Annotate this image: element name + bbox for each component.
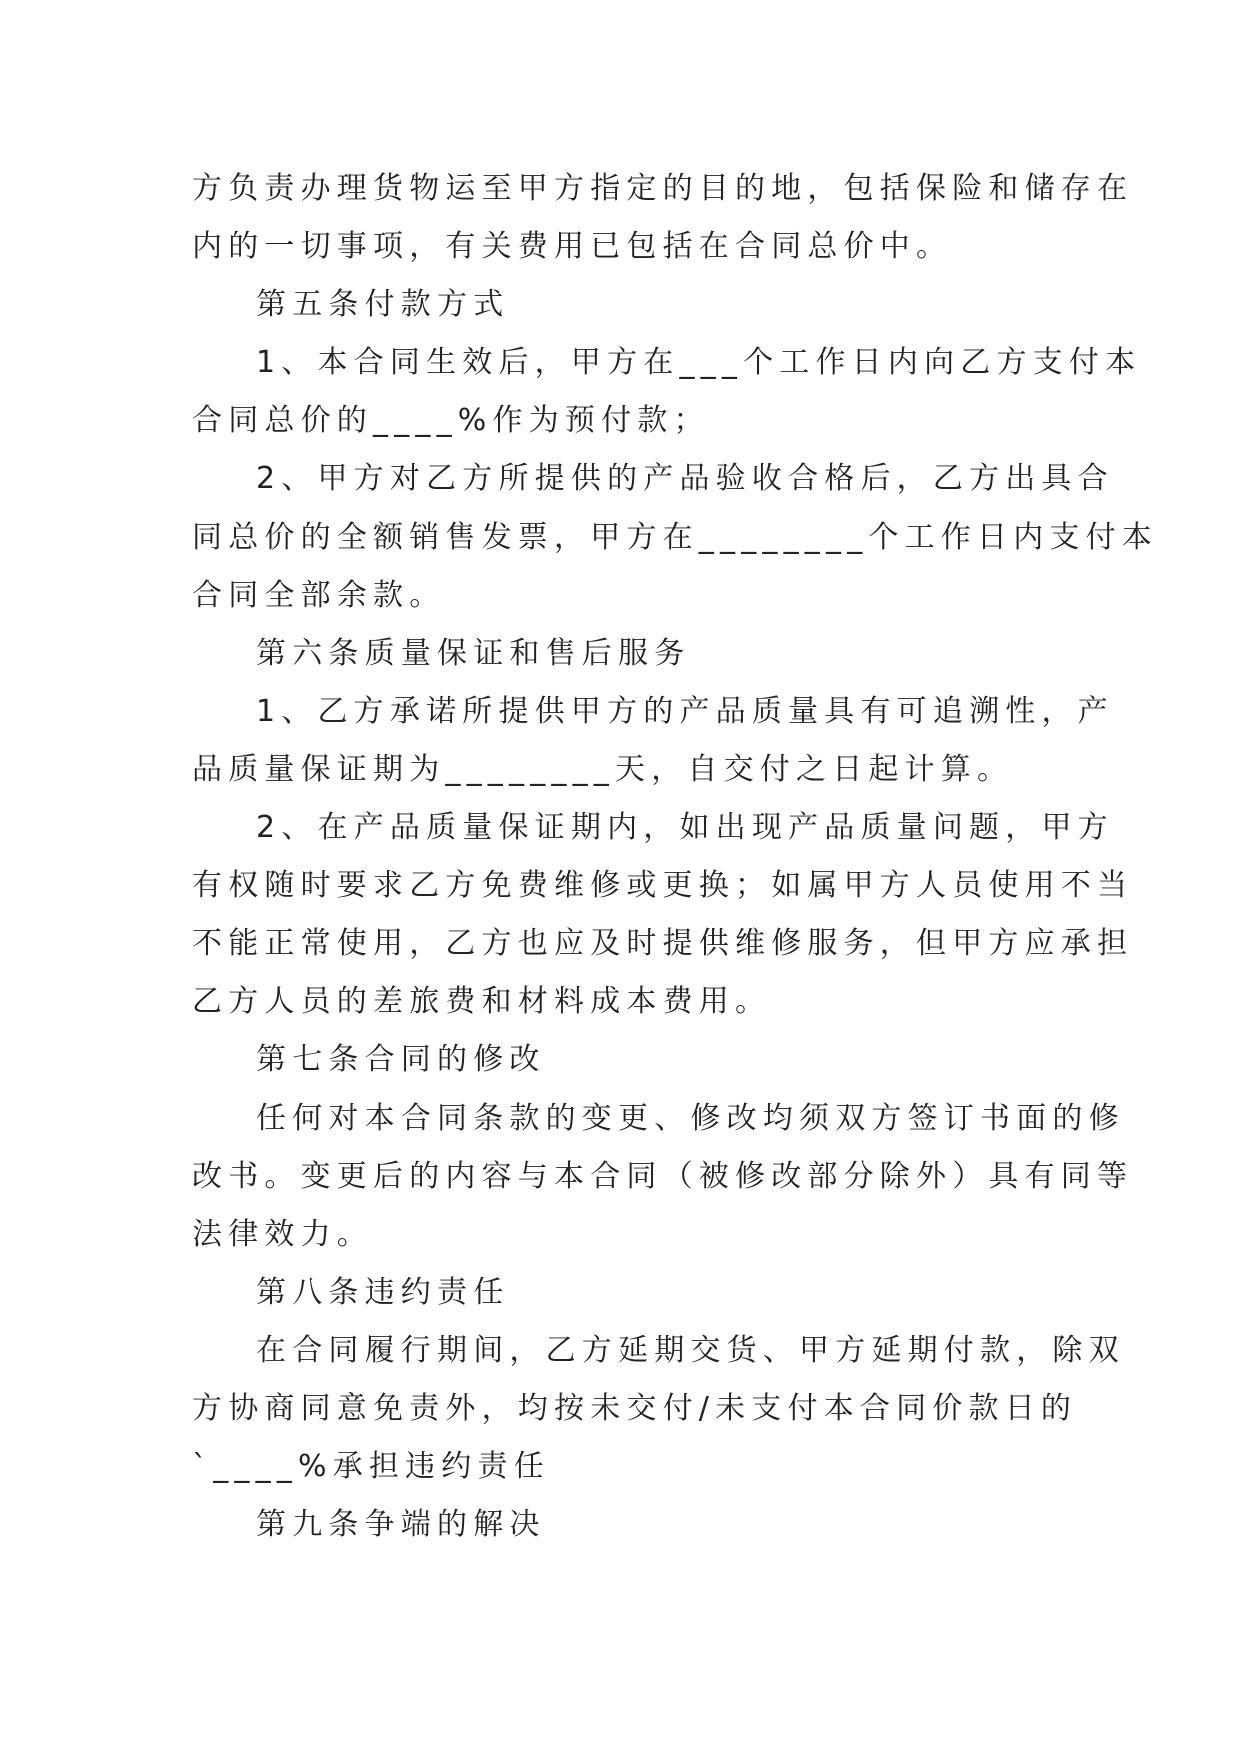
text-line: 1、本合同生效后，甲方在___个工作日内向乙方支付本	[256, 345, 1142, 381]
section-heading-9: 第九条争端的解决	[256, 1507, 546, 1543]
text-line: 法律效力。	[192, 1216, 373, 1252]
text-line: 有权随时要求乙方免费维修或更换；如属甲方人员使用不当	[192, 868, 1134, 904]
text-line: 2、甲方对乙方所提供的产品验收合格后，乙方出具合	[256, 461, 1114, 497]
section-heading-6: 第六条质量保证和售后服务	[256, 635, 691, 671]
text-line: `____%承担违约责任	[192, 1449, 550, 1485]
text-line: 品质量保证期为________天，自交付之日起计算。	[192, 751, 1014, 787]
section-heading-8: 第八条违约责任	[256, 1274, 510, 1310]
text-line: 改书。变更后的内容与本合同（被修改部分除外）具有同等	[192, 1158, 1134, 1194]
text-line: 任何对本合同条款的变更、修改均须双方签订书面的修	[256, 1100, 1125, 1136]
document-body	[192, 160, 1158, 1554]
text-line: 1、乙方承诺所提供甲方的产品质量具有可追溯性，产	[256, 693, 1114, 729]
section-heading-5: 第五条付款方式	[256, 287, 510, 323]
text-line: 不能正常使用，乙方也应及时提供维修服务，但甲方应承担	[192, 926, 1134, 962]
text-line: 合同全部余款。	[192, 577, 446, 613]
text-line: 在合同履行期间，乙方延期交货、甲方延期付款，除双	[256, 1332, 1125, 1368]
text-line: 2、在产品质量保证期内，如出现产品质量问题，甲方	[256, 810, 1114, 846]
section-heading-7: 第七条合同的修改	[256, 1042, 546, 1078]
text-line: 内的一切事项，有关费用已包括在合同总价中。	[192, 229, 953, 265]
text-line: 方协商同意免责外，均按未交付/未支付本合同价款日的	[192, 1390, 1078, 1426]
text-line: 方负责办理货物运至甲方指定的目的地，包括保险和储存在	[192, 171, 1134, 206]
text-line: 合同总价的____%作为预付款；	[192, 403, 710, 439]
text-line: 乙方人员的差旅费和材料成本费用。	[192, 984, 772, 1020]
text-line: 同总价的全额销售发票，甲方在________个工作日内支付本	[192, 519, 1158, 555]
